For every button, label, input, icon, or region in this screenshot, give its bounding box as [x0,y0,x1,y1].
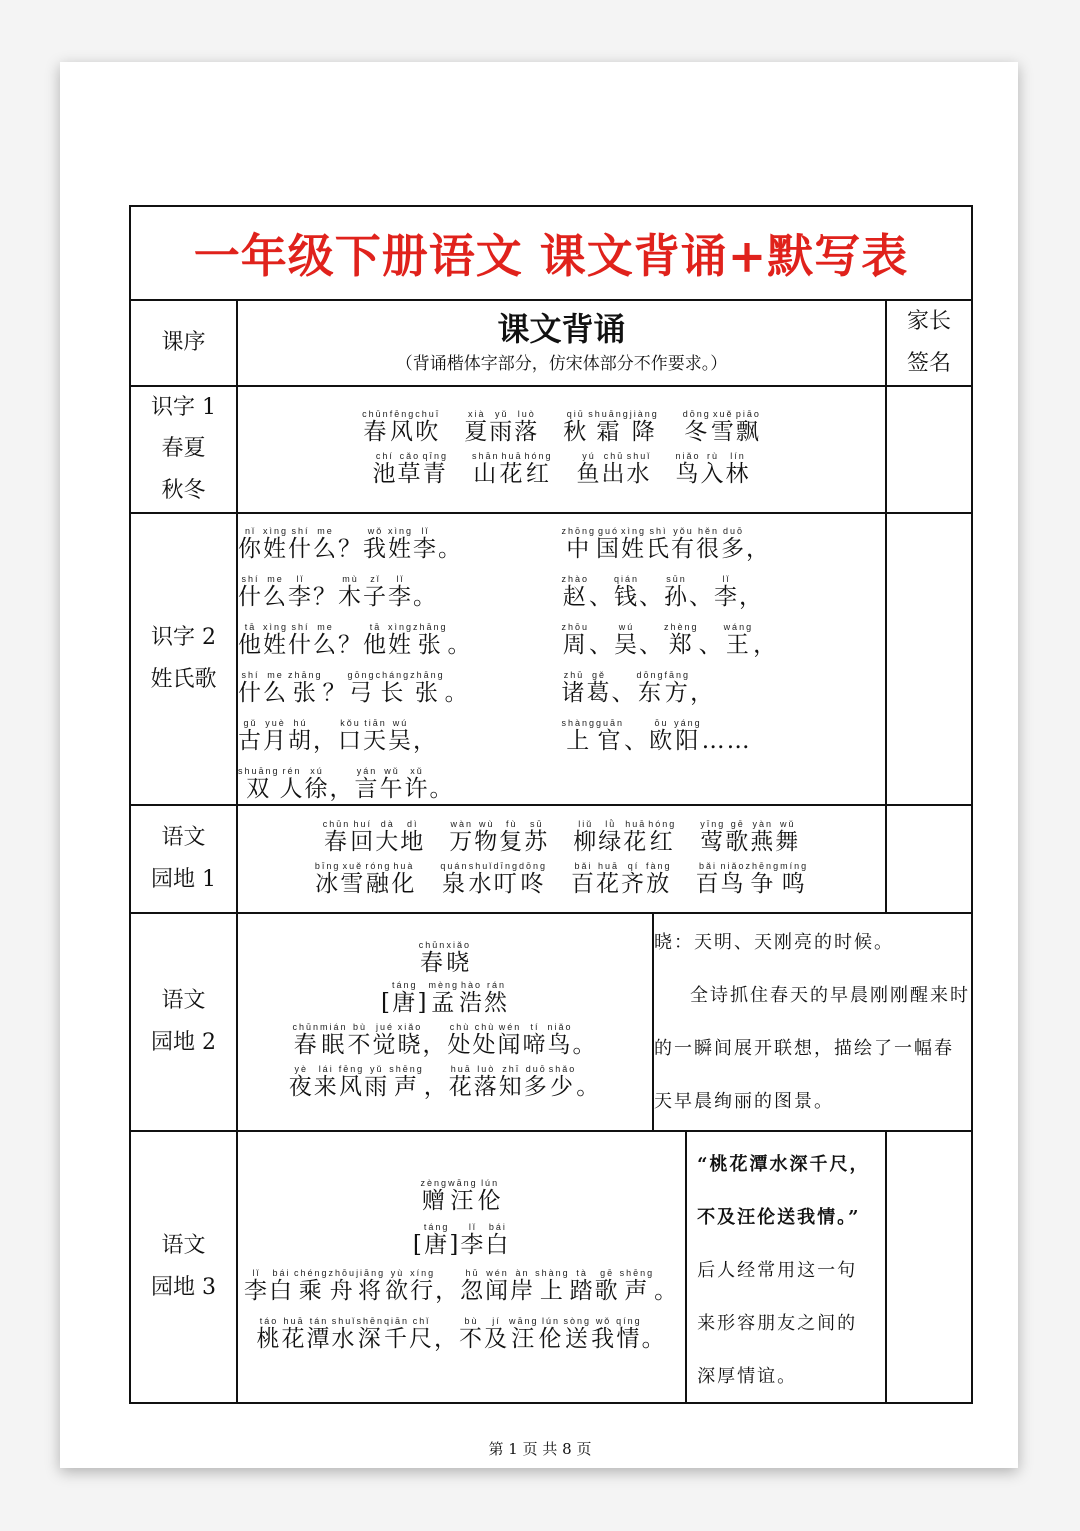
signature-cell-5[interactable] [886,1131,972,1403]
lesson-1-line-2: 春夏 [161,436,206,462]
lesson3-word-0-2: 柳liǔ绿lǜ花huā红hóng [573,818,677,855]
lesson-name-2 [130,513,237,805]
header-signature-line-1: 家长 [906,309,951,334]
surname-song-right-line-1: 赵zhào、 钱qián、 孙sūn、 李lǐ， [561,573,765,610]
lesson-4-line-2: 园地 2 [151,1029,216,1055]
signature-cell-3[interactable] [886,805,972,913]
surname-song-left-line-3: 什shí么me张zhāng？ 弓gōng长cháng张zhāng。 [238,669,470,706]
lesson1-word-1-0: 池chí草cǎo青qīng [372,451,448,488]
lesson5-poem-line-1: 桃táo花huā潭tán水shuǐ深shēn千qiān尺chǐ， 不bù及jí汪wāng伦lún送sòng我wǒ情qíng。 [256,1315,667,1352]
lesson-name-1 [130,386,237,513]
lesson-3-line-1: 语文 [161,825,206,851]
lesson3-word-0-0: 春chūn回huí大dà地dì [322,818,426,855]
header-signature [886,300,972,386]
header-main-title: 课文背诵 [497,309,626,348]
lesson4-poem-line-1: 夜yè来lái风fēng雨yǔ声shēng， 花huā落luò知zhī多duō少shǎo。 [288,1063,602,1100]
lesson1-word-0-2: 秋qiū霜shuāng降jiàng [563,409,659,446]
lesson-content-3 [237,805,886,913]
lesson3-word-1-2: 百bǎi花huā齐qí放fàng [571,860,672,897]
lesson4-poem-title: 春chūn晓xiǎo [418,939,472,976]
lesson1-word-0-3: 冬dōng雪xuě飘piāo [682,409,761,446]
signature-cell-2[interactable] [886,513,972,805]
document-title: 一年级下册语文 课文背诵+默写表 [193,229,909,283]
signature-cell-1[interactable] [886,386,972,513]
lesson-name-3 [130,805,237,913]
recitation-table [129,205,973,1404]
surname-song-right-line-0: 中zhōng国guó姓xìng氏shì有yǒu很hěn多duō， [561,525,772,562]
header-main-note: （背诵楷体字部分，仿宋体部分不作要求。） [395,353,728,374]
note-4-summary: 全诗抓住春天的早晨刚刚醒来时的一瞬间展开联想，描绘了一幅春天早晨绚丽的图景。 [654,984,970,1113]
lesson-1-line-3: 秋冬 [161,478,206,504]
lesson-name-5 [130,1131,237,1403]
lesson-1-line-1: 识字 1 [151,394,216,420]
lesson4-poem-line-0: 春chūn眠mián不bù觉jué晓xiǎo， 处chù处chù闻wén啼tí鸟niǎo。 [292,1021,598,1058]
lesson4-poem-author: [ 唐táng] 孟mèng浩hào然rán [380,979,509,1016]
surname-song-right-line-4: 上shàng官guān、 欧ōu阳yáng…… [561,717,752,754]
lesson-content-1 [237,386,886,513]
note-4-definition: 晓：天明、天刚亮的时候。 [654,931,894,953]
lesson-5-line-1: 语文 [161,1233,206,1259]
lesson1-word-1-3: 鸟niǎo入rù林lín [675,451,751,488]
lesson-3-line-2: 园地 1 [151,866,216,892]
lesson-2-line-2: 姓氏歌 [150,666,217,692]
header-signature-line-2: 签名 [906,350,951,376]
lesson3-word-0-1: 万wàn物wù复fù苏sū [449,818,550,855]
lesson-content-4 [237,913,653,1131]
lesson1-word-0-1: 夏xià雨yǔ落luò [464,409,540,446]
lesson3-word-1-1: 泉quán水shuǐ叮dīng咚dōng [440,860,548,897]
surname-song-left-line-4: 古gǔ月yuè胡hú， 口kǒu天tiān吴wú， [238,717,438,754]
title-cell [130,206,972,300]
lesson-content-2 [237,513,886,805]
lesson-4-line-1: 语文 [161,988,206,1014]
lesson-5-line-2: 园地 3 [151,1274,216,1300]
lesson1-word-1-1: 山shān花huā红hóng [471,451,553,488]
lesson-2-line-1: 识字 2 [151,625,216,651]
surname-song-left-line-5: 双shuāng人rén徐xú， 言yán午wǔ许xǔ。 [238,765,455,802]
note-5-quote: “桃花潭水深千尺，不及汪伦送我情。” [697,1153,870,1229]
header-main [237,300,886,386]
surname-song-left-line-0: 你nǐ姓xìng什shí么me？ 我wǒ姓xìng李lǐ。 [238,525,463,562]
surname-song-right-line-2: 周zhōu、 吴wú、 郑zhèng、 王wáng， [561,621,779,658]
lesson3-word-1-0: 冰bīng雪xuě融róng化huà [314,860,417,897]
lesson-note-5 [687,1132,885,1402]
header-lesson: 课序 [130,300,237,386]
surname-song-left-line-2: 他tā姓xìng什shí么me？ 他tā姓xìng张zhāng。 [238,621,473,658]
surname-song-right-line-3: 诸zhū葛gě、 东dōng方fāng， [561,669,716,706]
lesson-note-4 [653,913,972,1131]
note-5-text: 后人经常用这一句来形容朋友之间的深厚情谊。 [697,1260,858,1388]
lesson5-poem-author: [ 唐táng] 李lǐ白bái [412,1221,511,1258]
lesson3-word-0-3: 莺yīng歌gē燕yàn舞wǔ [700,818,801,855]
lesson5-poem-title: 赠zèng汪wāng伦lún [420,1177,503,1214]
lesson1-word-0-0: 春chūn风fēng吹chuī [362,409,441,446]
lesson-name-4 [130,913,237,1131]
lesson5-poem-line-0: 李lǐ白bái乘chéng舟zhōu将jiāng欲yù行xíng， 忽hū闻wén岸àn上shàng踏tà歌gē声shēng。 [244,1267,680,1304]
lesson3-word-1-3: 百bǎi鸟niǎo争zhēng鸣míng [695,860,809,897]
lesson1-word-1-2: 鱼yú出chū水shuǐ [576,451,652,488]
lesson-content-5 [237,1131,886,1403]
page-footer: 第 1 页 共 8 页 [488,1440,592,1458]
surname-song-left-line-1: 什shí么me李lǐ？ 木mù子zǐ李lǐ。 [238,573,438,610]
